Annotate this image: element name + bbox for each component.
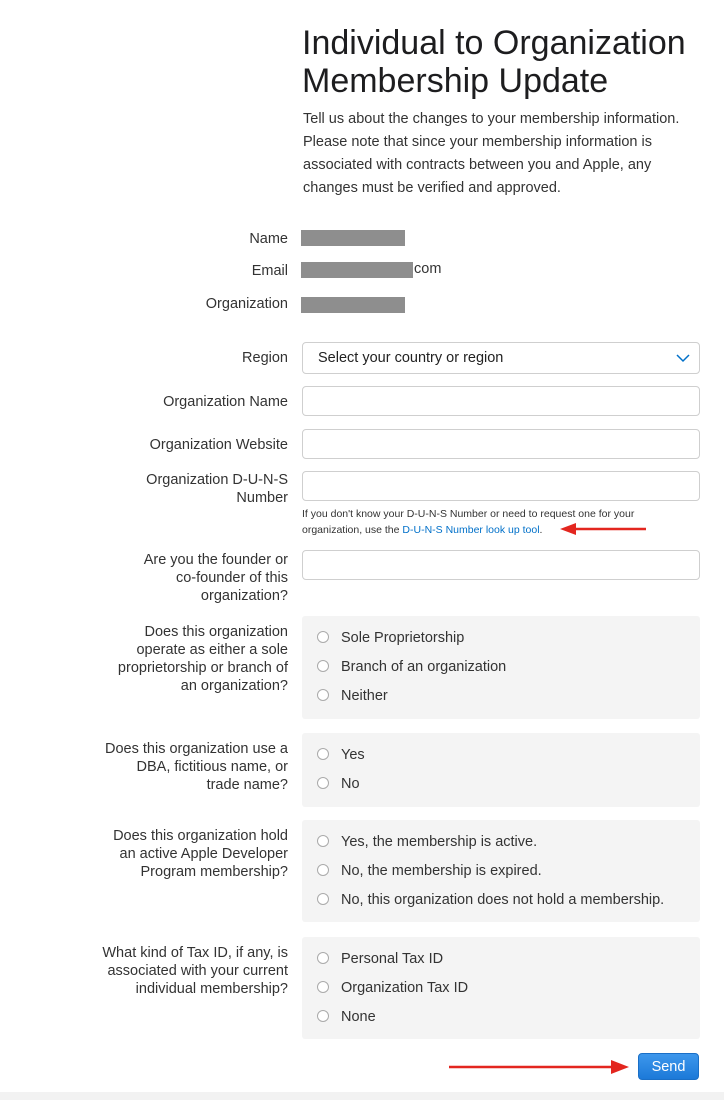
org-website-label: Organization Website [149, 437, 288, 453]
taxid-options-panel [302, 937, 700, 1039]
duns-hint-end: . [539, 524, 543, 536]
name-redaction [301, 230, 405, 246]
operate-label-line: operate as either a sole [136, 642, 288, 658]
operate-label-line: an organization? [180, 678, 288, 694]
duns-label [146, 471, 288, 507]
membership-label-line: Program membership? [140, 864, 288, 880]
membership-label-line: an active Apple Developer [119, 846, 288, 862]
duns-label-line: Number [236, 490, 288, 506]
radio-label: Yes [341, 747, 365, 763]
founder-label-line: Are you the founder or [143, 552, 288, 568]
operate-label [118, 623, 288, 695]
dba-label-line: trade name? [206, 777, 288, 793]
radio-circle[interactable] [317, 981, 329, 993]
radio-circle[interactable] [317, 748, 329, 760]
dba-label-line: Does this organization use a [105, 741, 288, 757]
radio-label: Sole Proprietorship [341, 630, 465, 646]
taxid-label [102, 944, 288, 998]
taxid-label-line: individual membership? [135, 981, 288, 997]
annotation-arrow-send [447, 1059, 629, 1075]
organization-redaction [301, 297, 405, 313]
radio-label: No, this organization does not hold a membership. [341, 892, 665, 908]
chevron-down-icon [676, 351, 690, 365]
radio-circle[interactable] [317, 689, 329, 701]
page-footer-strip [0, 1092, 724, 1100]
dba-label-line: DBA, fictitious name, or [136, 759, 288, 775]
radio-circle[interactable] [317, 660, 329, 672]
email-redaction [301, 262, 413, 278]
taxid-label-line: What kind of Tax ID, if any, is [102, 945, 288, 961]
radio-label: Yes, the membership is active. [341, 834, 538, 850]
founder-label [144, 551, 288, 605]
operate-options-panel [302, 616, 700, 719]
radio-label: No, the membership is expired. [341, 863, 542, 879]
radio-label: Branch of an organization [341, 659, 507, 675]
operate-label-line: proprietorship or branch of [117, 660, 288, 676]
operate-label-line: Does this organization [144, 624, 288, 640]
name-label: Name [249, 231, 288, 247]
radio-label: Personal Tax ID [341, 951, 444, 967]
radio-circle[interactable] [317, 631, 329, 643]
region-select[interactable] [302, 342, 700, 374]
founder-label-line: organization? [200, 588, 288, 604]
membership-label [113, 827, 288, 881]
region-label: Region [242, 350, 288, 366]
radio-label: None [341, 1009, 376, 1025]
radio-label: Neither [341, 688, 388, 704]
radio-circle[interactable] [317, 893, 329, 905]
radio-circle[interactable] [317, 864, 329, 876]
radio-circle[interactable] [317, 777, 329, 789]
membership-options-panel [302, 820, 700, 922]
radio-label: No [341, 776, 360, 792]
email-label: Email [251, 263, 288, 279]
duns-hint-text: If you don't know your D-U-N-S Number or need to request one for your organization, use the [302, 508, 635, 536]
duns-lookup-link[interactable]: D-U-N-S Number look up tool [402, 524, 540, 536]
region-select-value: Select your country or region [318, 350, 504, 366]
radio-circle[interactable] [317, 835, 329, 847]
duns-input[interactable] [302, 471, 700, 501]
radio-label: Organization Tax ID [341, 980, 469, 996]
founder-label-line: co-founder of this [175, 570, 288, 586]
membership-label-line: Does this organization hold [113, 828, 288, 844]
org-website-input[interactable] [302, 429, 700, 459]
org-name-input[interactable] [302, 386, 700, 416]
annotation-arrow-duns [560, 522, 648, 536]
duns-label-line: Organization D-U-N-S [146, 472, 288, 488]
radio-circle[interactable] [317, 1010, 329, 1022]
taxid-label-line: associated with your current [107, 963, 288, 979]
intro-text: Tell us about the changes to your membership information. Please note that since your membership information is associated with contracts between you and Apple, any changes must be verified and approved. [303, 111, 680, 196]
org-name-label: Organization Name [163, 394, 288, 410]
send-button[interactable]: Send [638, 1053, 699, 1080]
dba-options-panel [302, 733, 700, 807]
email-suffix: com [414, 261, 442, 277]
dba-label [105, 740, 288, 794]
page-title: Individual to Organization Membership Update [302, 24, 686, 100]
organization-label: Organization [205, 296, 288, 312]
founder-input[interactable] [302, 550, 700, 580]
radio-circle[interactable] [317, 952, 329, 964]
